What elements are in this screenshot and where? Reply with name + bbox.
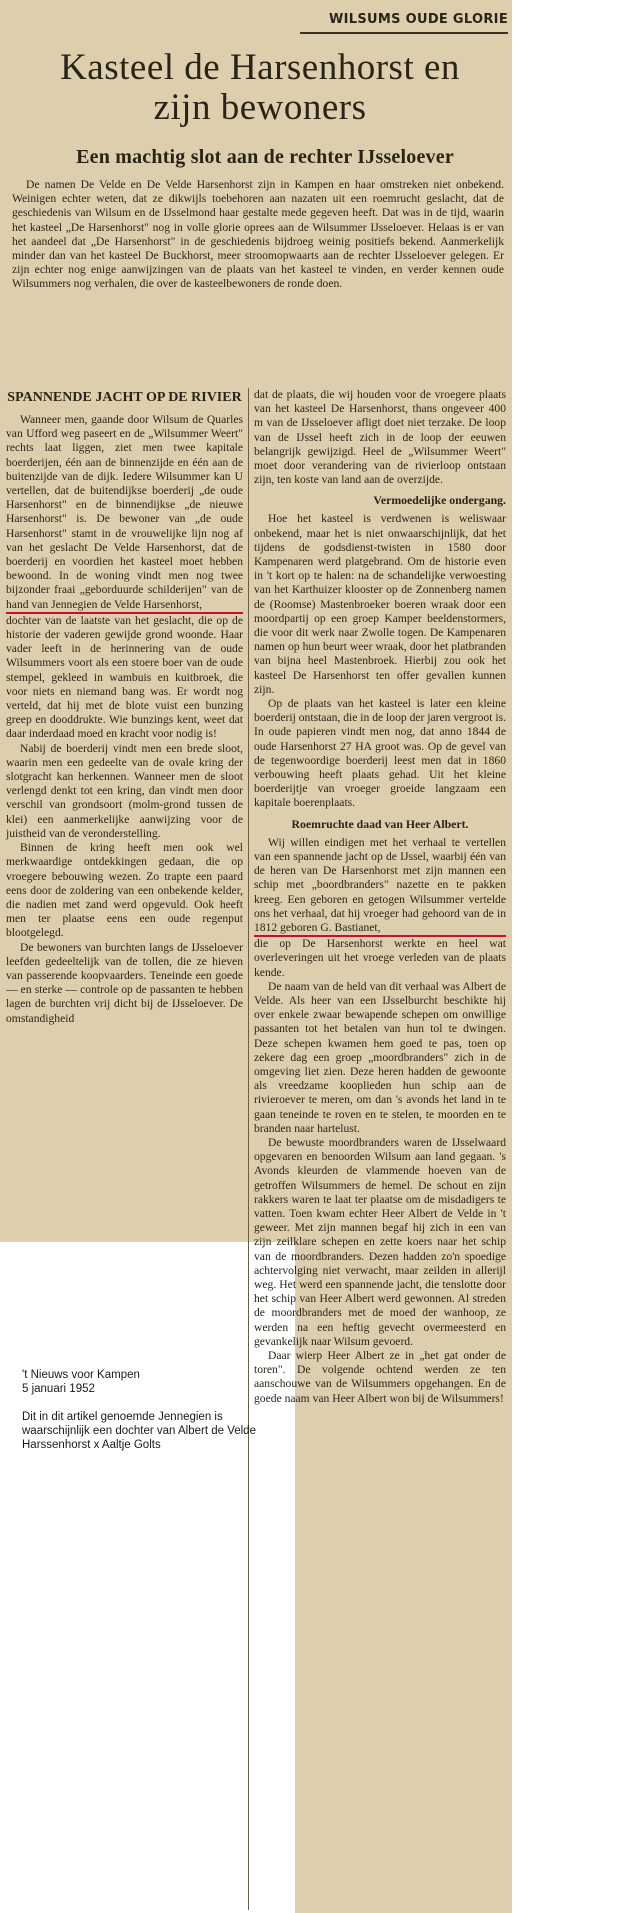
subheading-albert: Roemruchte daad van Heer Albert. [291, 816, 469, 831]
section-heading: SPANNENDE JACHT OP DE RIVIER [7, 390, 242, 405]
header-rule [300, 32, 508, 34]
paragraph-2: Nabij de boerderij vindt men een brede sloot, waarin men een gedeelte van de ovale kring der slotgracht kan herkennen. Wanneer men de sloot verlengd denkt tot een kring, dan vindt men door verschil van grondsoort (molm-grond tussen de klei) een aanmerkelijke aanwijzing voor de juistheid van de veronderstelling. [6, 741, 243, 840]
article-subtitle: Een machtig slot aan de rechter IJsseloever [76, 146, 454, 168]
paragraph-held: De naam van de held van dit verhaal was Albert de Velde. Als heer van een IJsselburcht beschikte hij over enkele zwaar bewapende schepen om onwillige passanten tot het betalen van hun tol te dwingen. Deze schepen kwamen hem goed te pas, toen op zekere dag een groep „moordbranders" zich in de omgeving liet zien. Deze heren hadden de gewoonte als vreedzame kooplieden hun schip aan de rivieroever te meren, om dan 's avonds het land in te gaan teneinde te roven en te stelen, te moorden en te branden naar hartelust. [254, 979, 506, 1135]
right-column [254, 388, 506, 1406]
note-date: 5 januari 1952 [22, 1383, 95, 1395]
paragraph-3: Binnen de kring heeft men ook wel merkwaardige ontdekkingen gedaan, die op vroegere bebouwing wezen. Zo trapte een paard eens door de zoldering van een onbekende kelder, die nadien met zand werd opgevuld. Ook heeft men ter plaatse eens een oude regenput blootgelegd. [6, 841, 243, 940]
left-column [6, 388, 243, 1026]
title-line-2: zijn bewoners [153, 87, 367, 128]
annotation-note [22, 1368, 292, 1452]
paragraph-1b: dochter van de laatste van het geslacht, die op de historie der vaderen gewijde grond woonde. Haar vader leeft in de herinnering van de oude Wilsummers voort als een stoere boer van de oude stempel, gekleed in wambuis en kuitbroek, die voor niets en niemand bang was. Er wordt nog verteld, dat hij met de blote vuist een bunzing greep en dooddrukte. Wie bunzings kent, weet dat daar inderdaad moed en kracht voor nodig is! [6, 613, 243, 741]
intro-text: De namen De Velde en De Velde Harsenhorst zijn in Kampen en haar omstreken niet onbekend. Weinigen echter weten, dat ze dikwijls toebehoren aan nazaten uit een roemrucht geslacht, dat de geschiedenis van Wilsum en de IJsselmond haar gestalte mede gegeven heeft. Dat was in de tijd, waarin het kasteel „De Harsenhorst" nog in volle glorie oprees aan de Wilsummer IJsseloever. Helaas is er van het aandeel dat „De Harsenhorst" in de geschiedenis bijdroeg weinig positiefs bekend. Aanmerkelijk minder dan van het kasteel De Buckhorst, meer stroomopwaarts aan de rechter IJsseloever gelegen. Er zijn echter nog enige aanwijzingen van de plaats van het kasteel te vinden, en verder kennen oude Wilsummers nog verhalen, die over de kasteelbewoners de ronde doen. [12, 178, 504, 291]
subheading-ondergang: Vermoedelijke ondergang. [373, 493, 506, 508]
note-comment: Dit in dit artikel genoemde Jennegien is waarschijnlijk een dochter van Albert de Velde Harssenhorst x Aaltje Golts [22, 1411, 256, 1451]
intro-paragraph [12, 178, 504, 292]
note-source: 't Nieuws voor Kampen [22, 1369, 140, 1381]
paragraph-4: De bewoners van burchten langs de IJsseloever leefden gedeeltelijk van de tollen, die ze hieven van passerende koopvaarders. Teneinde een goede — en sterke — controle op de passanten te hebben lagen de burchten vrij dicht bij de IJsseloever. De omstandigheid [6, 940, 243, 1025]
paragraph-slot: Daar wierp Heer Albert ze in „het gat onder de toren". De volgende ochtend werden ze ten aanschouwe van de Wilsummers opgehangen. En de goede naam van Heer Albert won bij de Wilsummers! [254, 1349, 506, 1405]
blank-area [0, 1242, 295, 1913]
title-line-1: Kasteel de Harsenhorst en [60, 47, 460, 88]
paragraph-moordbranders: De bewuste moordbranders waren de IJsselwaard opgevaren en benoorden Wilsum aan land gegaan. 's Avonds kleurden de vlammende hoeven van de getroffen Wilsummers de hemel. De schout en zijn rakkers waren te laat ter plaatse om de misdadigers te vatten. Toen kwam echter Heer Albert de Velde in 't geweer. Met zijn mannen begaf hij zich in een van zijn zeilklare schepen en zette koers naar het schip van de moordbranders. Dezen hadden zo'n spoedige achtervolging niet verwacht, maar zeilden in allerijl weg. Het werd een spannende jacht, die tenslotte door het schip van Heer Albert werd gewonnen. Al streden de moordbranders met de moed der wanhoop, ze werden na een heftig gevecht overmeesterd en gevankelijk naar Wilsum gevoerd. [254, 1135, 506, 1348]
paragraph-ondergang: Hoe het kasteel is verdwenen is weliswaar onbekend, maar het is niet onwaarschijnlijk, dat het tijdens de godsdienst-twisten in 1580 door Kampenaren werd platgebrand. Om de historie even in 't kort op te halen: na de schandelijke verwoesting van het Karthuizer klooster op de Zonnenberg namen de (Roomse) Mastenbroeker boeren wraak door een moordpartij op een groep Kamper beeldenstormers, die voor dit werk naar Zwolle togen. De Kampenaren namen op hun beurt weer wraak, door het platbranden van bijna heel Mastenbroek. Hierbij zou ook het kasteel De Harsenhorst ten offer gevallen kunnen zijn. [254, 512, 506, 696]
paragraph-1a: Wanneer men, gaande door Wilsum de Quarles van Ufford weg paseert en de „Wilsummer Weert" rechts laat liggen, ziet men twee kapitale boerderijen, één aan de binnenzijde en één aan de buitenzijde van de dijk. Iedere Wilsummer kan U vertellen, dat de buitendijkse boerderij „de oude Harsenhorst" en de binnendijkse „de nieuwe Harsenhorst" is. De bewoner van „de oude Harsenhorst" stamt in de vrouwelijke lijn nog af van het geslacht De Velde Harsenhorst, dat de boerderij en voordien het kasteel moet hebben bewoond. In de woning vindt men nog twee bijzonder fraai „geborduurde schilderijen" van de hand van Jennegien de Velde Harsenhorst, [6, 413, 243, 611]
series-header: WILSUMS OUDE GLORIE [329, 12, 508, 27]
paragraph-jacht-b: die op De Harsenhorst werkte en heel wat overleveringen uit het vroege verleden van de plaats kende. [254, 937, 506, 979]
article-title [10, 48, 510, 128]
paragraph-boerderij: Op de plaats van het kasteel is later een kleine boerderij ontstaan, die in de loop der jaren vergroot is. In oude papieren vindt men nog, dat anno 1844 de oude Harsenhorst 27 HA groot was. Op de gevel van de tegenwoordige boerderij leest men dat in 1860 verbouwing heeft plaats gehad. Uit het kleine boerderijtje van vroeger groeide langzaam een kapitale boerenplaats. [254, 697, 506, 810]
paragraph-jacht-a: Wij willen eindigen met het verhaal te vertellen van een spannende jacht op de IJssel, waarbij één van de heren van De Harsenhorst met zijn mannen een schip met „boordbranders" nazette en te pakken kreeg. Een geboren en getogen Wilsummer vertelde ons het verhaal, dat hij vroeger had gehoord van de in 1812 geboren G. Bastianet, [254, 835, 506, 934]
paragraph-continued: dat de plaats, die wij houden voor de vroegere plaats van het kasteel De Harsenhorst, thans ongeveer 400 m van de IJsseloever afligt doet niet terzake. De loop van de IJssel heeft zich in de loop der eeuwen belangrijk gewijzigd. Heel de „Wilsummer Weert" moet door verandering van de rivierloop ontstaan zijn, ten koste van land aan de overzijde. [254, 388, 506, 487]
column-divider [248, 388, 249, 1910]
